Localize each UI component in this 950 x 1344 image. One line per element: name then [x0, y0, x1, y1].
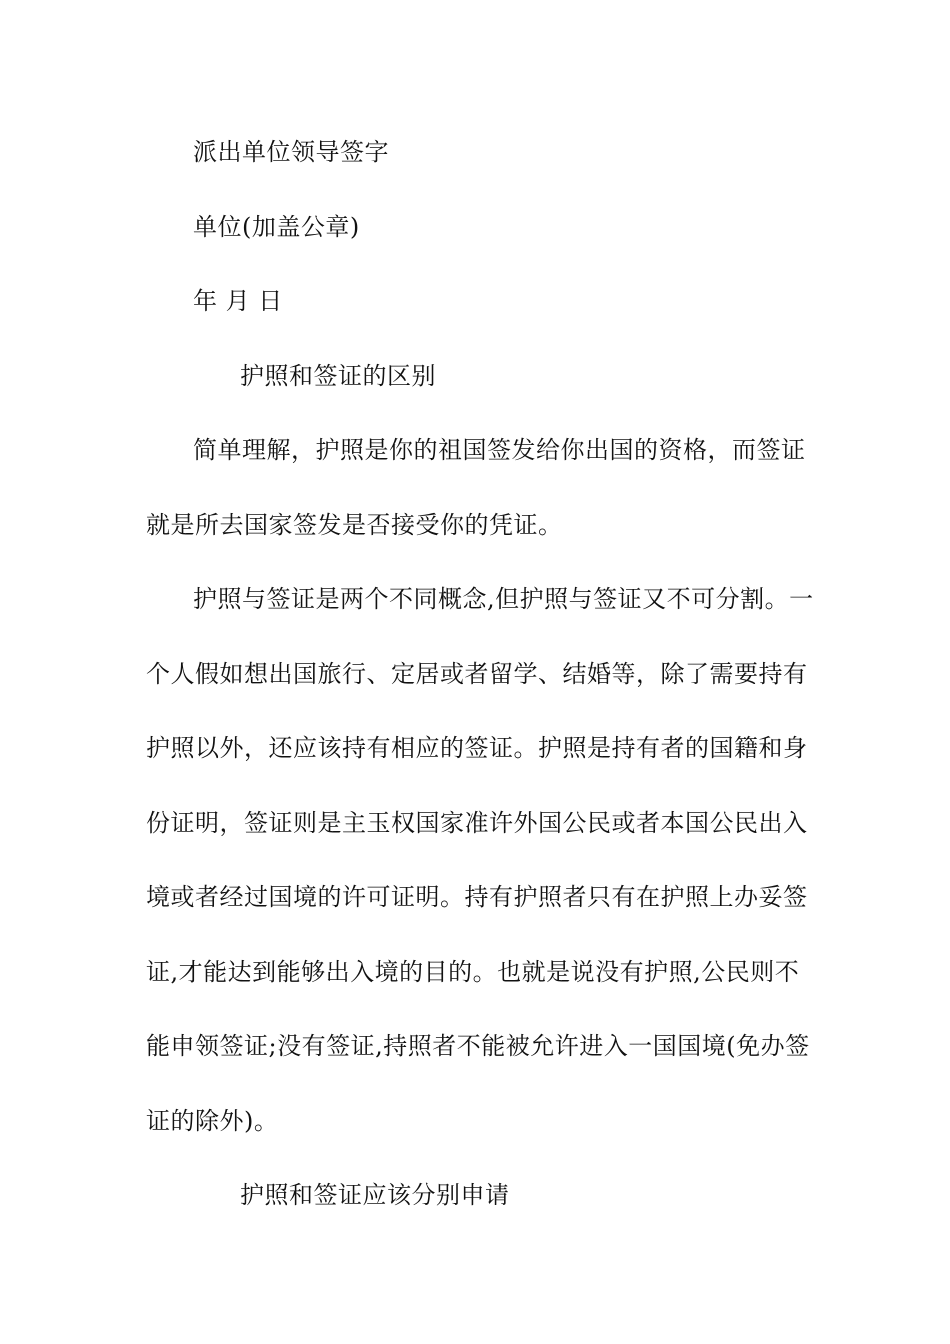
section-heading-difference: 护照和签证的区别 [240, 362, 436, 390]
signature-line: 派出单位领导签字 [193, 138, 389, 166]
paragraph-line: 证,才能达到能够出入境的目的。也就是说没有护照,公民则不 [146, 958, 800, 986]
paragraph-line: 证的除外)。 [146, 1107, 279, 1135]
section-heading-apply: 护照和签证应该分别申请 [240, 1181, 510, 1209]
paragraph-line: 境或者经过国境的许可证明。持有护照者只有在护照上办妥签 [146, 883, 808, 911]
paragraph-line: 个人假如想出国旅行、定居或者留学、结婚等，除了需要持有 [146, 660, 808, 688]
paragraph-line: 就是所去国家签发是否接受你的凭证。 [146, 511, 563, 539]
date-line: 年 月 日 [193, 287, 283, 315]
paragraph-line: 护照以外，还应该持有相应的签证。护照是持有者的国籍和身 [146, 734, 808, 762]
paragraph-line: 份证明，签证则是主玉权国家准许外国公民或者本国公民出入 [146, 809, 808, 837]
unit-seal-line: 单位(加盖公章) [193, 213, 360, 241]
paragraph-line: 能申领签证;没有签证,持照者不能被允许进入一国国境(免办签 [146, 1032, 810, 1060]
paragraph-line: 护照与签证是两个不同概念,但护照与签证又不可分割。一 [193, 585, 814, 613]
paragraph-line: 简单理解，护照是你的祖国签发给你出国的资格，而签证 [193, 436, 806, 464]
